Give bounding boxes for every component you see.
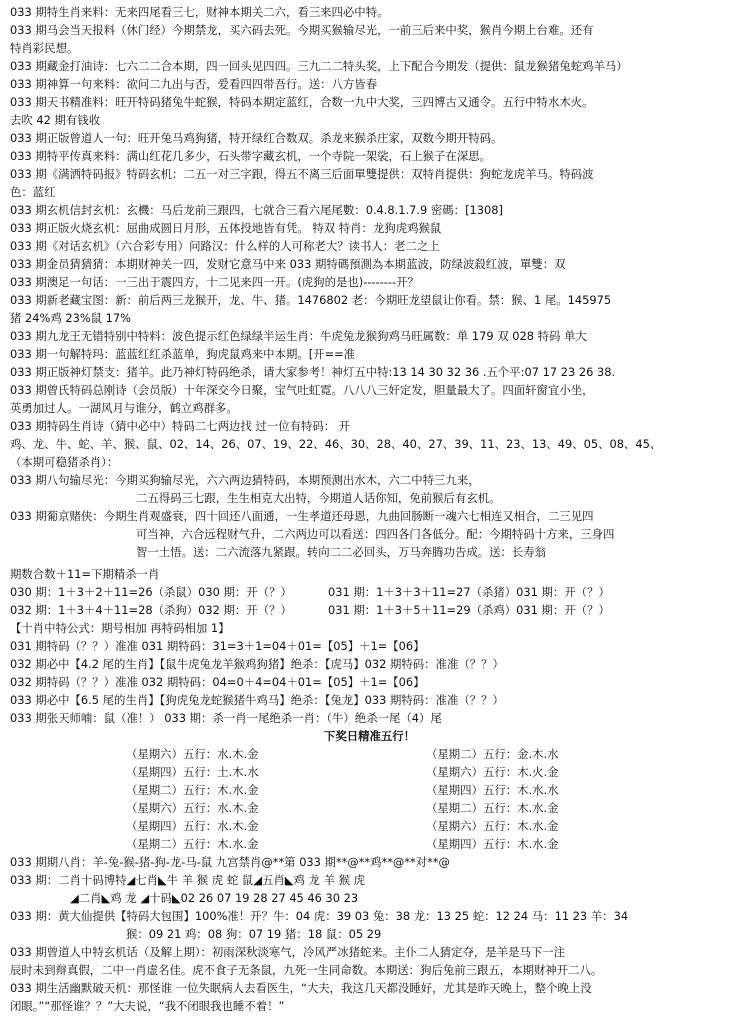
text-line: 033 期神算一句来料：欲问二九出与否，爱看四四带吾行。送：八方皆春 (10, 77, 378, 91)
text-line: 色：蓝红 (10, 185, 56, 199)
text-line: 033 期马会当天报料（休门经）今期禁龙，买六码去死。今期买猴输尽光，一前三后来中奖，猴肖今期上台难。还有 (10, 23, 594, 37)
wuxing-row-right: （星期六）五行：木.火.金 (426, 765, 559, 779)
formula2-title: 【十肖中特公式：期号相加 再特码相加 1】 (10, 621, 230, 635)
wuxing-row (10, 763, 729, 781)
wuxing-row (10, 781, 729, 799)
text-line: 033 期特生肖来料：无来四尾看三七，财神本期关二六，看三来四必中特。 (10, 5, 389, 19)
special-code-lines-block (10, 637, 729, 727)
formula-row-left: 030 期：1＋3＋2＋11=26（杀鼠）030 期：开（？） (10, 585, 292, 599)
wuxing-row (10, 817, 729, 835)
text-line: 033 期曾道人中特玄机话（及解上期）：初雨深秋淡寒气，冷风严冰猪蛇来。主仆二人猜定夺，是羊是马下一注 (10, 945, 566, 959)
text-line: 032 期特码（？？）准准 032 期特码：04=0＋4=04＋01=【05】＋1=【06】 (10, 675, 425, 689)
text-line: ◢二肖◣鸡 龙 ◢十码◣02 26 07 19 28 27 45 46 30 23 (70, 891, 359, 905)
text-line: 二五得码三七跟，生生相克大出特，今期道人话你知，免前猴后有玄机。 (136, 491, 501, 505)
wuxing-row-left: （星期二）五行：木.水.金 (126, 837, 259, 851)
text-line: 031 期特码（？？）准准 031 期特码：31=3＋1=04＋01=【05】＋1=【06】 (10, 639, 425, 653)
wuxing-row-left: （星期六）五行：水.木.金 (126, 747, 259, 761)
text-line: 033 期藏金打油诗：七六二二合本期，四一回头见四四。三九二二特头奖，上下配合今期发（提供：鼠龙猴猪兔蛇鸡羊马） (10, 59, 628, 73)
wuxing-row (10, 835, 729, 853)
wuxing-row (10, 745, 729, 763)
wuxing-row-left: （星期六）五行：水.木.金 (126, 801, 259, 815)
text-line: 特肖彩民想。 (10, 41, 79, 55)
text-line: 033 期澳足一句话：一三出于震四方，十二见来四一开。(虎狗的是也)--------开？ (10, 275, 419, 289)
wuxing-row-left: （星期四）五行：土.木.水 (126, 765, 259, 779)
text-line: 033 期葡京赌侠：今期生肖观盛衰，四十回还八面通，一生孝道还母恩，九曲回肠断一魂六七相连又相合，二三见四 (10, 509, 594, 523)
formula-row-left: 032 期：1＋3＋4＋11=28（杀狗）032 期：开（？） (10, 603, 292, 617)
text-line: 去吹 42 期有钱收 (10, 113, 101, 127)
text-line: 猪 24%鸡 23%鼠 17% (10, 311, 131, 325)
text-line: 033 期玄机信封玄机：玄機：马后龙前三跟四，七就合三看六尾尾數：0.4.8.1.7.9 密碼：[1308] (10, 203, 503, 217)
text-line: 033 期天书精准料：旺开特码猪兔牛蛇猴，特码本期定蓝红，合数一九中大奖，三四博古又通令。五行中特水木火。 (10, 95, 594, 109)
text-line: 032 期必中【4.2 尾的生肖】【鼠牛虎兔龙羊猴鸡狗猪】绝杀：【虎马】032 期特码：准准（？？） (10, 657, 504, 671)
prediction-lines-block (10, 3, 729, 561)
formula-row-right: 031 期：1＋3＋3＋11=27（杀猪）031 期：开（？） (328, 585, 610, 599)
text-line: 033 期正版火烧玄机：屈曲成圆日月形，五体投地皆有凭。 特双 特肖：龙狗虎鸡猴鼠 (10, 221, 442, 235)
text-line: 033 期张天师喃：鼠（准！） 033 期：杀一肖一尾绝杀一肖：（牛）绝杀一尾（4）尾 (10, 711, 442, 725)
text-line: 033 期期八肖：羊-兔-猴-猪-狗-龙-马-鼠 九宫禁肖@**第 033 期**@**鸡**@**对**@ (10, 855, 450, 869)
text-line: 033 期曾氏特码总刚诗（会员版）十年深交今日聚，宝气吐虹霓。八八八三奸定发，胆量最大了。四面轩窗宜小坐， (10, 383, 594, 397)
text-line: 鸡、龙、牛、蛇、羊、猴、鼠、02、14、26、07、19、22、46、30、28、40、27、39、11、23、13、49、05、08、45、 (10, 437, 662, 451)
text-line: 033 期九龙王无错特别中特料：波色提示红色绿绿半运生肖：牛虎兔龙猴狗鸡马旺属数：单 179 双 028 特码 单大 (10, 329, 587, 343)
wuxing-row-right: （星期四）五行：木.水.水 (426, 783, 559, 797)
text-line: 033 期：二肖十码博特◢七肖◣牛 羊 猴 虎 蛇 鼠◢五肖◣鸡 龙 羊 猴 虎 (10, 873, 365, 887)
wuxing-row-left: （星期二）五行：木.水.金 (126, 783, 259, 797)
wuxing-row-right: （星期二）五行：木.水.金 (426, 801, 559, 815)
text-line: 智一土悟。送：二六流落九紧跟。转向二二必回头，万马奔腾功告成。送：长寿翁 (136, 545, 547, 559)
text-line: 可当神，六合远程财气升，二六两边可以看送：四四各门各低分。配：今期特码十方来，三身四 (136, 527, 615, 541)
text-line: 033 期生活幽默破天机：那怪谁 一位失眠病人去看医生，“大夫，我这几天都没睡好，尤其是昨天晚上，整个晚上没 (10, 981, 592, 995)
formula-title: 期数合数＋11=下期精杀一肖 (10, 567, 160, 581)
wuxing-title: 下奖日精准五行！ (323, 729, 416, 743)
formula-row (10, 583, 729, 601)
text-line: 033 期：黄大仙提供【特码大包围】100%准！开？牛：04 虎：39 03 兔：38 龙：13 25 蛇：12 24 马：11 23 羊：34 (10, 909, 629, 923)
formula-rows (10, 583, 729, 619)
wuxing-row-right: （星期六）五行：木.水.金 (426, 819, 559, 833)
wuxing-row-right: （星期四）五行：木.水.金 (426, 837, 559, 851)
text-line: 033 期八句输尽光：今期买狗输尽光，六六两边猜特码，本期预测出水木，六二中特三九来， (10, 473, 480, 487)
text-line: 033 期正版神灯禁支：猪羊。此乃神灯特码绝杀，请大家参考！神灯五中特:13 14 30 32 36 .五个平:07 17 23 26 38. (10, 365, 616, 379)
text-line: 033 期新老藏宝图：新：前后两三龙猴开，龙、牛、猪。1476802 老：今期旺龙望鼠让你看。禁：猴、1 尾。145975 (10, 293, 612, 307)
wuxing-table (10, 745, 729, 853)
text-line: 辰时未到辩真假，二中一肖虚名佳。虎不食子无条鼠，九死一生同命数。本期送：狗后兔前三跟五，本期财神开二八。 (10, 963, 603, 977)
wuxing-row-right: （星期二）五行：金.木.水 (426, 747, 559, 761)
formula-row (10, 601, 729, 619)
wuxing-row (10, 799, 729, 817)
text-line: 033 期金员猜猜猜：本期财神关一四，发财它意马中来 033 期特碼預測為本期蓝波，防绿波殺红波，單雙：双 (10, 257, 566, 271)
closing-lines-block (10, 853, 729, 1015)
text-line: （本期可稳猪杀肖）： (10, 455, 119, 469)
text-line: 033 期《满洒特码报》特码玄机：二五一对三字跟，得五不离三后面單雙提供：双特肖提供：狗蛇龙虎羊马。特码波 (10, 167, 594, 181)
text-line: 033 期一句解特玛：蓝蓝红红杀蓝单，狗虎鼠鸡来中本期。[开==准 (10, 347, 356, 361)
text-line: 033 期特平传真来料：满山红花几多少，石头带字藏玄机，一个寺院一架裟，石上猴子在深思。 (10, 149, 491, 163)
text-line: 英勇加过人。一湖风月与谁分，鹤立鸡群多。 (10, 401, 238, 415)
text-line: 033 期正版曾道人一句：旺开兔马鸡狗猪，特开绿红合数双。杀龙来猴杀庄家，双数今期开特码。 (10, 131, 503, 145)
text-line: 闭眼。”“那怪谁？？”大夫说，“我不闭眼我也睡不着！” (10, 999, 285, 1013)
text-line: 033 期必中【6.5 尾的生肖】【狗虎兔龙蛇猴猪牛鸡马】绝杀：【兔龙】033 期特码：准准（？？） (10, 693, 504, 707)
formula-row-right: 031 期：1＋3＋5＋11=29（杀鸡）031 期：开（？） (328, 603, 610, 617)
text-line: 猴：09 21 鸡：08 狗：07 19 猪：18 鼠：05 29 (126, 927, 382, 941)
text-line: 033 期《对话玄机》（六合彩专用）问路汉：什么样的人可称老大？读书人：老二之上 (10, 239, 440, 253)
wuxing-row-left: （星期四）五行：水.木.金 (126, 819, 259, 833)
text-line: 033 期特码生肖诗（猜中必中）特码二七两边找 过一位有特码： 开 (10, 419, 351, 433)
